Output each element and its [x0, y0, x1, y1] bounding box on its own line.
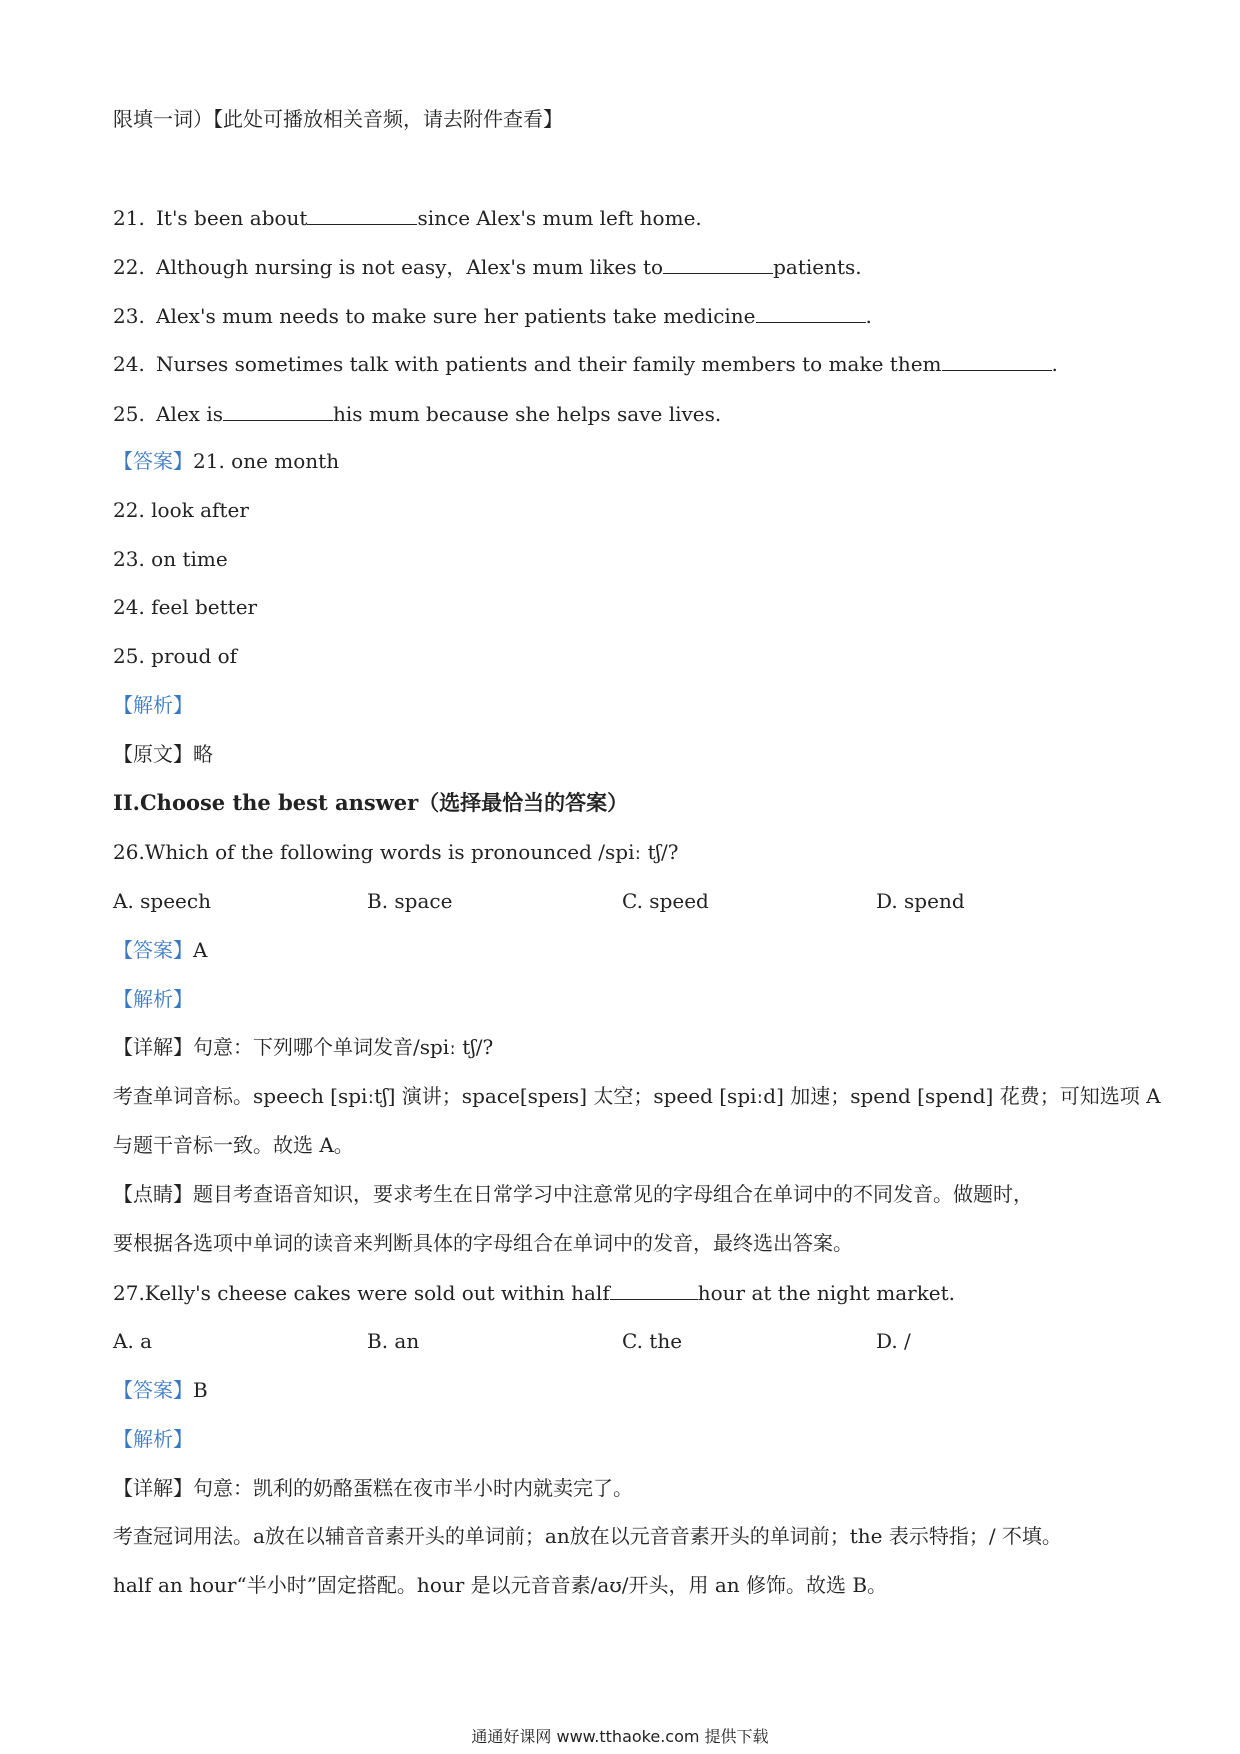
answer-line-23: 23. on time — [113, 547, 228, 571]
q27-option-b: B. an — [367, 1329, 420, 1353]
answer-text: 21. one month — [193, 449, 340, 473]
question-number: 23. — [113, 304, 145, 328]
question-text-before: Nurses sometimes talk with patients and their family members to make them — [156, 352, 942, 376]
question-text-after: patients. — [773, 255, 862, 279]
q27-analysis-label: 【解析】 — [113, 1427, 193, 1451]
question-text-before: Although nursing is not easy，Alex's mum likes to — [156, 255, 664, 279]
q26-detail-line — [113, 1034, 493, 1060]
question-text-after: his mum because she helps save lives. — [332, 402, 722, 426]
detail-label: 【详解】 — [113, 1476, 193, 1500]
answer-label: 【答案】 — [113, 1378, 193, 1402]
q26-option-c: C. speed — [622, 889, 709, 913]
q27-option-a: A. a — [113, 1329, 153, 1353]
original-text: 略 — [193, 742, 213, 766]
original-text-line — [113, 741, 213, 767]
q27-option-c: C. the — [622, 1329, 683, 1353]
answer-line-25: 25. proud of — [113, 644, 238, 668]
section-title: II.Choose the best answer（选择最恰当的答案） — [113, 790, 629, 815]
question-number: 21. — [113, 206, 145, 230]
question-25 — [113, 400, 721, 427]
question-21 — [113, 204, 702, 231]
question-23 — [113, 302, 872, 329]
answer-blank — [223, 400, 333, 421]
answer-label: 【答案】 — [113, 449, 193, 473]
stem-before: 27.Kelly's cheese cakes were sold out within half — [113, 1281, 610, 1305]
stem-after: hour at the night market. — [697, 1281, 956, 1305]
question-number: 22. — [113, 255, 145, 279]
q26-explain-line-1: 考查单词音标。speech [spiːtʃ] 演讲；space[speɪs] 太空；speed [spiːd] 加速；spend [spend] 花费；可知选项 A — [113, 1084, 1161, 1108]
question-text-after: . — [865, 304, 872, 328]
detail-label: 【详解】 — [113, 1035, 193, 1059]
question-27-stem — [113, 1279, 955, 1306]
intro-line: 限填一词）【此处可播放相关音频，请去附件查看】 — [113, 107, 563, 131]
answer-blank — [756, 302, 866, 323]
footer: 通通好课网 www.tthaoke.com 提供下载 — [471, 1727, 769, 1746]
question-22 — [113, 253, 862, 280]
question-text-before: Alex's mum needs to make sure her patients take medicine — [156, 304, 756, 328]
q27-option-d: D. / — [876, 1329, 911, 1353]
question-number: 25. — [113, 402, 145, 426]
q26-option-a: A. speech — [113, 889, 211, 913]
question-26-stem: 26.Which of the following words is pronounced /spiː tʃ/? — [113, 840, 679, 864]
question-number: 24. — [113, 352, 145, 376]
question-text-before: Alex is — [156, 402, 223, 426]
question-24 — [113, 350, 1058, 377]
detail-text: 句意：下列哪个单词发音/spiː tʃ/? — [193, 1035, 494, 1059]
question-text-after: since Alex's mum left home. — [417, 206, 702, 230]
question-text-after: . — [1051, 352, 1058, 376]
q26-answer-line — [113, 937, 207, 963]
detail-text: 句意：凯利的奶酪蛋糕在夜市半小时内就卖完了。 — [193, 1476, 633, 1500]
tip-text: 题目考查语音知识，要求考生在日常学习中注意常见的字母组合在单词中的不同发音。做题时， — [193, 1182, 1033, 1206]
answer-text: B — [193, 1378, 208, 1402]
q27-explain-line-2: half an hour“半小时”固定搭配。hour 是以元音音素/aʊ/开头，用 an 修饰。故选 B。 — [113, 1573, 888, 1597]
answer-blank — [663, 253, 773, 274]
question-text-before: It's been about — [156, 206, 308, 230]
q26-analysis-label: 【解析】 — [113, 987, 193, 1011]
answer-blank — [610, 1279, 698, 1300]
q26-option-d: D. spend — [876, 889, 965, 913]
answer-line-21 — [113, 448, 339, 474]
answer-label: 【答案】 — [113, 938, 193, 962]
q27-answer-line — [113, 1377, 208, 1403]
q27-detail-line — [113, 1475, 633, 1501]
answer-text: A — [193, 938, 208, 962]
q27-explain-line-1: 考查冠词用法。a放在以辅音音素开头的单词前；an放在以元音音素开头的单词前；the 表示特指；/ 不填。 — [113, 1524, 1062, 1548]
original-label: 【原文】 — [113, 742, 193, 766]
q26-tip-line-1 — [113, 1181, 1033, 1207]
answer-line-24: 24. feel better — [113, 595, 258, 619]
q26-option-b: B. space — [367, 889, 453, 913]
analysis-label: 【解析】 — [113, 693, 193, 717]
q26-tip-line-2: 要根据各选项中单词的读音来判断具体的字母组合在单词中的发音，最终选出答案。 — [113, 1231, 853, 1255]
q26-explain-line-2: 与题干音标一致。故选 A。 — [113, 1133, 354, 1157]
answer-line-22: 22. look after — [113, 498, 249, 522]
tip-label: 【点睛】 — [113, 1182, 193, 1206]
answer-blank — [942, 350, 1052, 371]
answer-blank — [307, 204, 417, 225]
